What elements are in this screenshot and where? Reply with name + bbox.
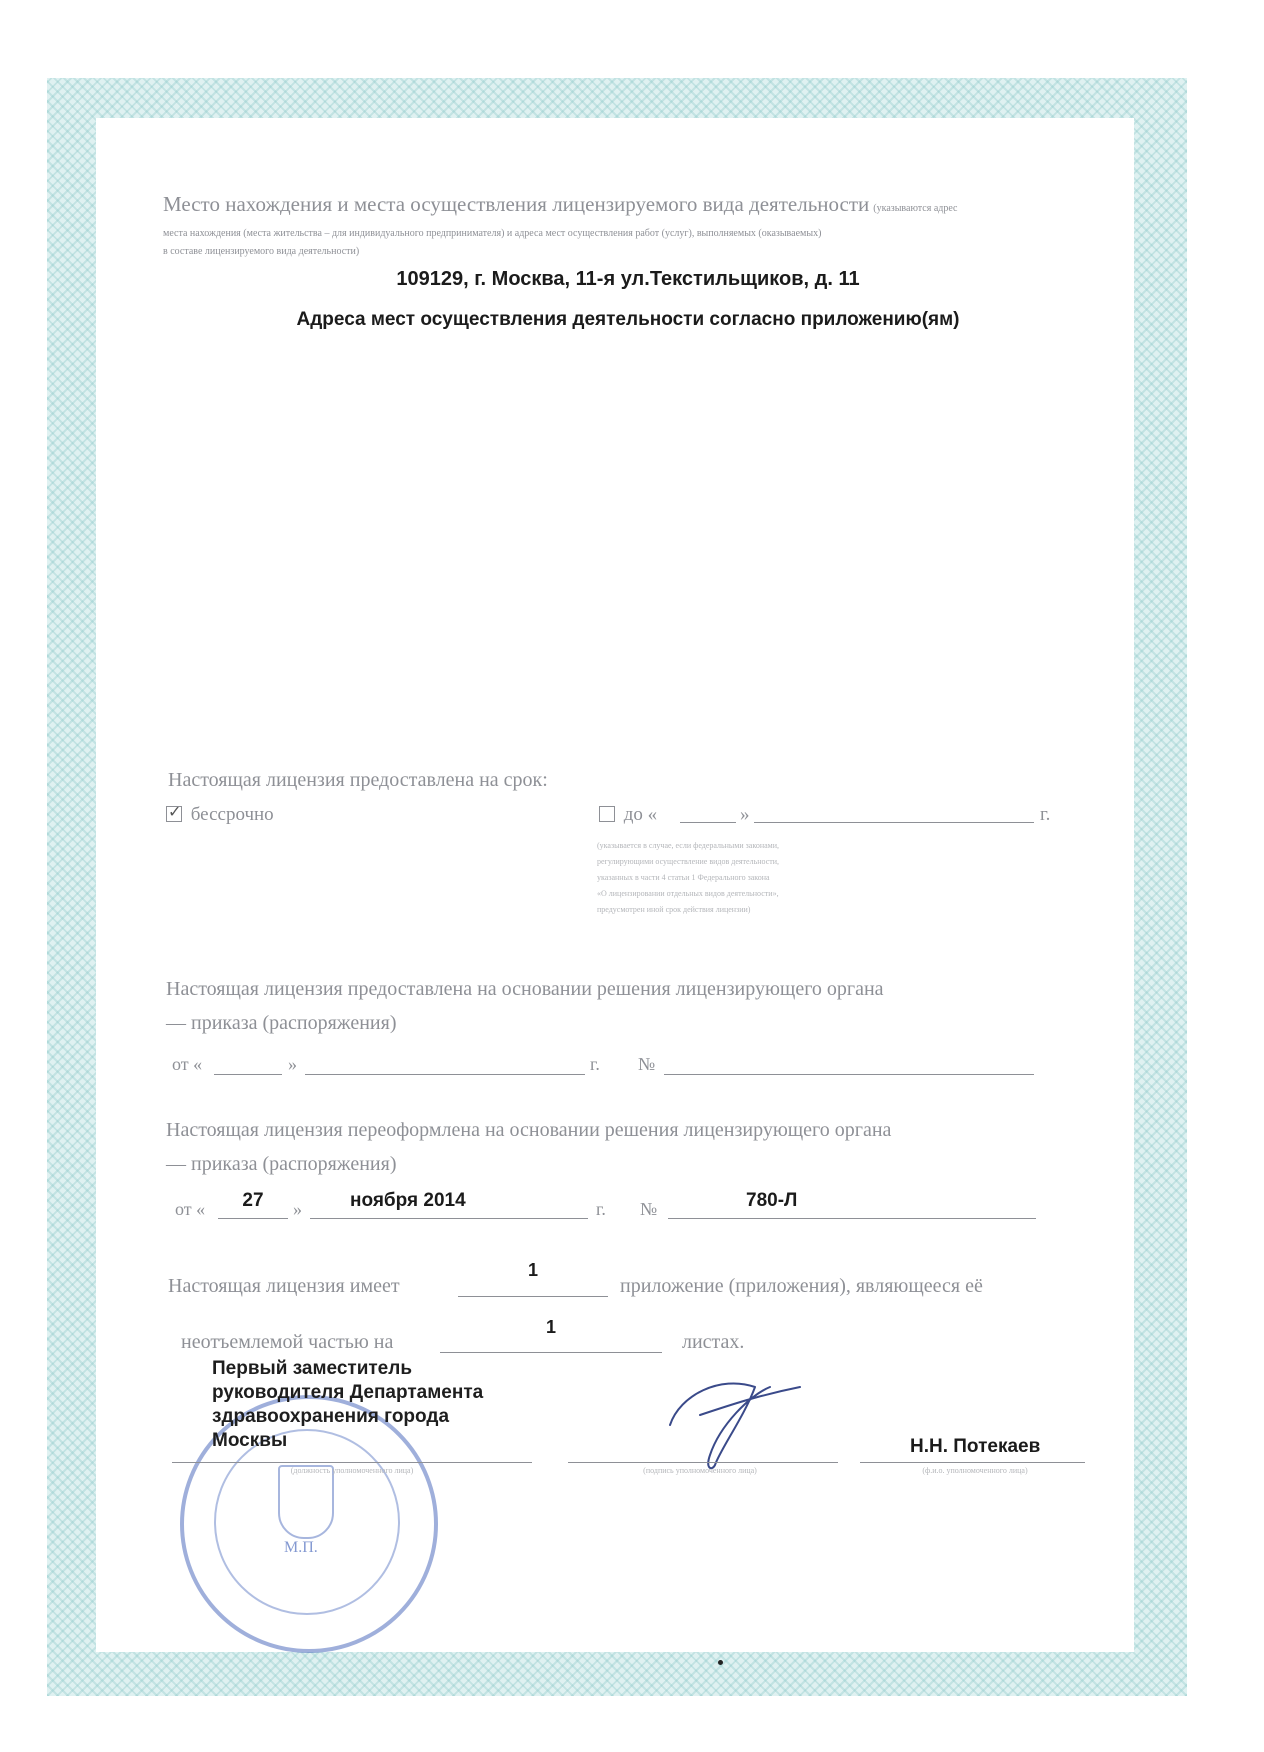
position-line-2: руководителя Департамента [212,1382,484,1403]
until-checkbox[interactable] [599,806,615,822]
unlimited-checkbox[interactable] [166,802,182,822]
granted-line-2: — приказа (распоряжения) [166,1012,397,1034]
sheets-count-line [440,1352,662,1353]
reissued-from-prefix: от « [175,1199,206,1219]
reissued-quote-close: » [293,1199,302,1219]
reissued-year-suffix: г. [596,1199,606,1219]
activity-places: Адреса мест осуществления деятельности согласно приложению(ям) [296,309,960,330]
license-address: 109129, г. Москва, 11-я ул.Текстильщиков, д. 11 [396,268,860,290]
reissued-month-line [310,1218,588,1219]
until-year-suffix: г. [1040,804,1051,825]
ink-dot [718,1660,723,1665]
granted-number-prefix: № [638,1054,656,1074]
location-note-3: в составе лицензируемого вида деятельности) [163,246,360,257]
granted-month-line [305,1074,585,1075]
reissued-number-line [668,1218,1036,1219]
granted-line-1: Настоящая лицензия предоставлена на основании решения лицензирующего органа [166,978,884,1000]
sheets-suffix: листах. [682,1331,745,1353]
term-note-line: указанных в части 4 статьи 1 Федерального закона [597,873,770,882]
appendix-suffix: приложение (приложения), являющееся её [620,1275,983,1297]
signatory-name: Н.Н. Потекаев [910,1436,1041,1457]
granted-number-line [664,1074,1034,1075]
term-note-line: регулирующими осуществление видов деятельности, [597,857,780,866]
position-line-4: Москвы [212,1430,288,1451]
term-note-line: (указывается в случае, если федеральными законами, [597,841,780,850]
signature-stroke [670,1383,800,1468]
until-prefix: до « [623,804,658,825]
unlimited-label: бессрочно [190,804,274,825]
granted-day-line [214,1074,282,1075]
until-day-line [680,822,736,823]
granted-text [166,972,884,1040]
term-unlimited [166,804,274,826]
reissued-day: 27 [242,1190,264,1211]
position-line-3: здравоохранения города [212,1406,450,1427]
until-quote-close: » [740,804,750,825]
caption-position: (должность уполномоченного лица) [290,1466,414,1475]
term-note-line: «О лицензировании отдельных видов деятельности», [597,889,779,898]
stamp-mark: М.П. [284,1539,318,1556]
reissued-month-year: ноября 2014 [350,1190,466,1211]
caption-signature: (подпись уполномоченного лица) [643,1466,757,1475]
reissued-text [166,1113,891,1181]
granted-year-suffix: г. [590,1054,600,1074]
check-mark-icon: ✓ [168,802,182,821]
reissued-number: 780-Л [746,1190,798,1211]
location-note-2: места нахождения (места жительства – для индивидуального предпринимателя) и адреса мест осуществления работ (услуг), выполняемых (оказываемых) [163,228,822,239]
term-note [597,838,917,918]
caption-name: (ф.и.о. уполномоченного лица) [922,1466,1028,1475]
sheets-count: 1 [545,1317,556,1337]
position-line-1: Первый заместитель [212,1358,413,1379]
until-month-line [754,822,1034,823]
appendix-prefix: Настоящая лицензия имеет [168,1275,400,1297]
location-heading: Место нахождения и места осуществления лицензируемого вида деятельности [163,192,870,216]
term-note-line: предусмотрен иной срок действия лицензии) [597,905,751,914]
reissued-number-prefix: № [640,1199,658,1219]
reissued-line-1: Настоящая лицензия переоформлена на основании решения лицензирующего органа [166,1119,892,1141]
appendix-count: 1 [527,1260,538,1280]
handwritten-signature [660,1365,810,1475]
location-note-1: (указываются адрес [873,203,958,214]
reissued-day-line [218,1218,288,1219]
term-heading: Настоящая лицензия предоставлена на срок: [168,769,548,791]
reissued-line-2: — приказа (распоряжения) [166,1153,397,1175]
signatory-position [212,1357,483,1453]
granted-from-prefix: от « [172,1054,203,1074]
granted-quote-close: » [288,1054,297,1074]
location-heading-block [163,193,1093,220]
term-until [599,804,657,826]
appendix-count-line [458,1296,608,1297]
sheets-prefix: неотъемлемой частью на [181,1331,394,1353]
